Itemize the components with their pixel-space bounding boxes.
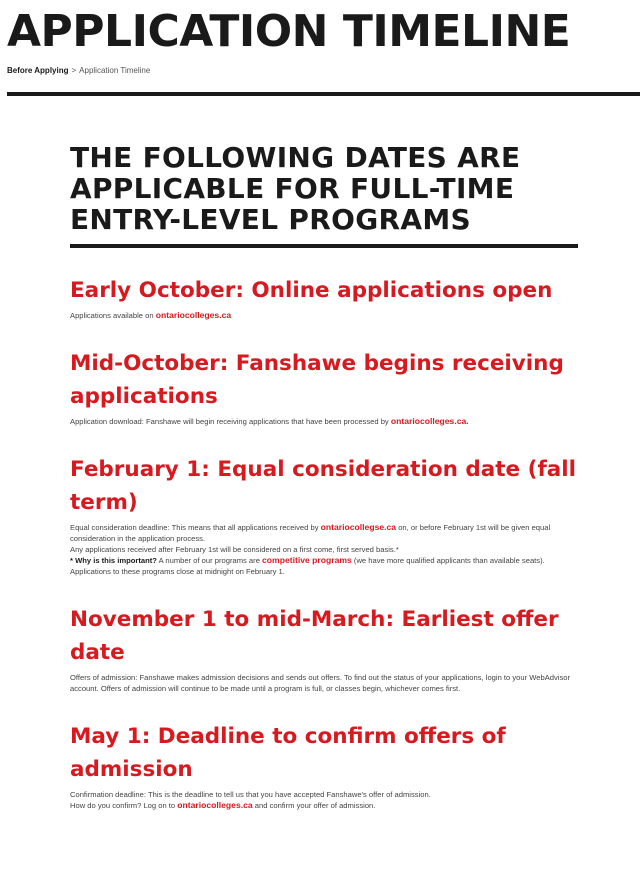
timeline-heading: May 1: Deadline to confirm offers of admission <box>70 724 506 782</box>
competitive-programs-link[interactable]: competitive programs <box>262 555 352 565</box>
breadcrumb-link-before-applying[interactable]: Before Applying <box>7 66 69 75</box>
page-title: APPLICATION TIMELINE <box>7 6 571 57</box>
timeline-text-first-come: Any applications received after February 1st will be considered on a first come, first served basis.* <box>70 545 399 554</box>
timeline-heading: November 1 to mid-March: Earliest offer date <box>70 607 559 665</box>
section-divider <box>70 244 578 248</box>
ontariocolleges-link[interactable]: ontariocollegse.ca <box>320 522 397 532</box>
breadcrumb-separator: > <box>71 66 77 75</box>
timeline-text-how-confirm: How do you confirm? Log on to ontariocolleges.ca and confirm your offer of admission. <box>70 800 376 810</box>
timeline-text: Confirmation deadline: This is the deadline to tell us that you have accepted Fanshawe's offer of admission. <box>70 790 431 799</box>
timeline-text: Application download: Fanshawe will begin receiving applications that have been processed by ontariocolleges.ca. <box>70 416 469 426</box>
timeline-item-mid-october <box>70 347 580 427</box>
breadcrumb-current: Application Timeline <box>79 66 151 75</box>
timeline-text: Applications available on ontariocolleges.ca <box>70 310 232 320</box>
timeline-text: Equal consideration deadline: This means that all applications received by ontariocollegse.ca on, or before February 1st will be given equal consideration in the application process. <box>70 522 551 543</box>
timeline-item-may-1 <box>70 720 580 811</box>
timeline-heading: February 1: Equal consideration date (fall term) <box>70 457 577 515</box>
ontariocolleges-link[interactable]: ontariocolleges.ca. <box>390 416 469 426</box>
timeline-content <box>70 142 580 811</box>
timeline-text: Offers of admission: Fanshawe makes admission decisions and sends out offers. To find out the status of your applications, login to your WebAdvisor account. Offers of admission will continue to be made until a program is full, or classes begin, whichever comes first. <box>70 673 571 693</box>
timeline-heading: Early October: Online applications open <box>70 278 553 303</box>
timeline-text-why-important: * Why is this important? A number of our programs are competitive programs (we have more qualified applicants than available seats). Applications to these programs close at midnight on February 1. <box>70 555 545 576</box>
ontariocolleges-link[interactable]: ontariocolleges.ca <box>177 800 253 810</box>
header-divider <box>7 92 640 96</box>
timeline-heading: Mid-October: Fanshawe begins receiving applications <box>70 351 564 409</box>
breadcrumb <box>7 66 150 75</box>
section-heading: THE FOLLOWING DATES ARE APPLICABLE FOR FULL-TIME ENTRY-LEVEL PROGRAMS <box>70 141 521 236</box>
ontariocolleges-link[interactable]: ontariocolleges.ca <box>155 310 232 320</box>
timeline-item-february-1 <box>70 453 580 577</box>
timeline-item-early-october <box>70 274 580 321</box>
timeline-item-november-to-march <box>70 603 580 694</box>
